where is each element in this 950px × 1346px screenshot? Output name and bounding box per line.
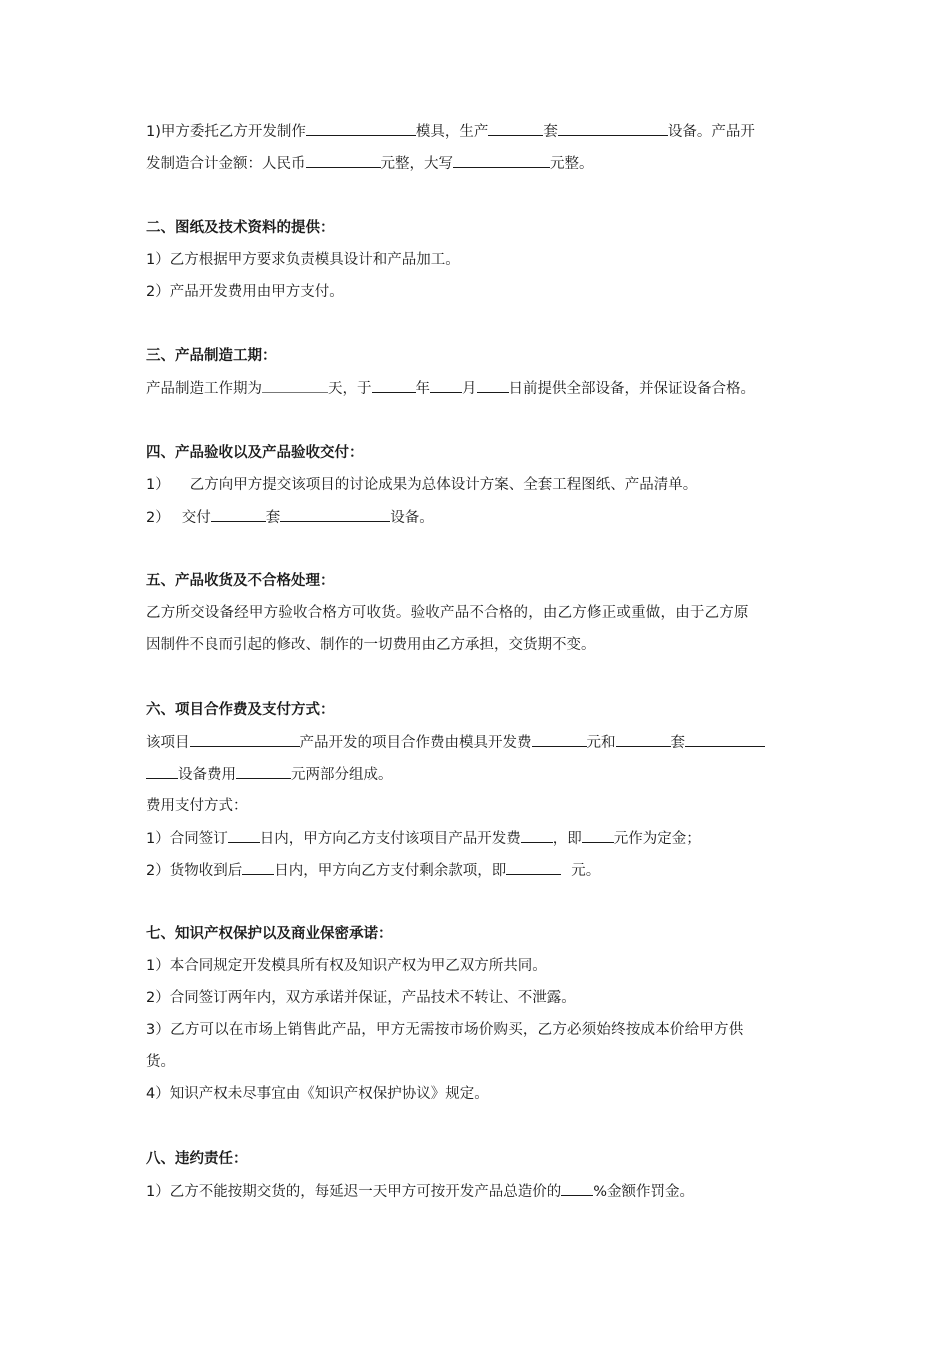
section-heading-3: 三、产品制造工期： [146,348,277,364]
clause-7-item-1: 1）本合同规定开发模具所有权及知识产权为甲乙双方所共同。 [146,958,547,974]
text: 乙方向甲方提交该项目的讨论成果为总体设计方案、全套工程图纸、产品清单。 [189,477,698,493]
text: %金额作罚金。 [593,1184,695,1200]
fill-blank-project[interactable] [190,732,300,747]
clause-5-line-1: 乙方所交设备经甲方验收合格方可收货。验收产品不合格的，由乙方修正或重做，由于乙方原 [146,605,749,621]
fill-blank-set-count[interactable] [616,732,671,747]
fill-blank-days[interactable] [262,378,328,393]
clause-4-item-1 [146,475,697,495]
text: 月 [462,381,477,397]
text: 元整，大写 [380,156,453,172]
fill-blank-days[interactable] [228,828,260,843]
clause-6-pay-2 [146,860,600,881]
clause-2-item-2: 2）产品开发费用由甲方支付。 [146,284,344,300]
text: 1）合同签订 [146,831,228,847]
fill-blank-day[interactable] [477,378,509,393]
fill-blank-deposit-amount[interactable] [582,828,614,843]
text: 元。 [571,863,601,879]
text: 日内，甲方向乙方支付该项目产品开发费 [259,831,521,847]
fill-blank-set-count[interactable] [211,507,266,522]
text: 元两部分组成。 [291,767,393,783]
fill-blank-amount-rmb[interactable] [306,153,381,168]
fill-blank-days[interactable] [242,860,274,875]
text: ，即 [552,831,582,847]
fill-blank-equipment[interactable] [558,121,668,136]
fill-blank-equipment[interactable] [685,732,765,747]
fill-blank-equipment-fee[interactable] [236,764,291,779]
text: 套 [265,510,281,526]
fill-blank-year[interactable] [372,378,416,393]
text: 日前提供全部设备，并保证设备合格。 [508,381,755,397]
fill-blank-mold-fee[interactable] [532,732,587,747]
text: 发制造合计金额：人民币 [146,156,306,172]
text: 1）乙方不能按期交货的，每延迟一天甲方可按开发产品总造价的 [146,1184,562,1200]
clause-7-item-2: 2）合同签订两年内，双方承诺并保证，产品技术不转让、不泄露。 [146,990,576,1006]
text: 设备。 [390,510,434,526]
section-heading-5: 五、产品收货及不合格处理： [146,573,335,589]
section-heading-4: 四、产品验收以及产品验收交付： [146,445,364,461]
text: 设备。产品开 [667,124,755,140]
text: 元和 [586,735,616,751]
section-heading-6: 六、项目合作费及支付方式： [146,702,335,718]
fill-blank-equipment[interactable] [280,507,390,522]
clause-6-line-1 [146,732,765,753]
text: 该项目 [146,735,190,751]
clause-2-item-1: 1）乙方根据甲方要求负责模具设计和产品加工。 [146,252,460,268]
text: 2）货物收到后 [146,863,243,879]
text: 年 [415,381,430,397]
text: 模具，生产 [415,124,489,140]
text: 天，于 [328,381,372,397]
item-number: 1） [146,477,170,493]
text: 套 [670,735,685,751]
clause-7-item-3-cont: 货。 [146,1054,175,1070]
fill-blank-set-count[interactable] [488,121,543,136]
clause-5-line-2: 因制件不良而引起的修改、制作的一切费用由乙方承担，交货期不变。 [146,637,596,653]
clause-1-line-2 [146,153,594,174]
text: 设备费用 [178,767,236,783]
clause-3-line [146,378,755,399]
text: 元作为定金； [613,831,701,847]
fill-blank-penalty-percent[interactable] [561,1181,593,1196]
clause-6-pay-1 [146,828,701,849]
text: 1)甲方委托乙方开发制作 [146,124,306,140]
clause-8-item-1 [146,1181,694,1202]
text: 产品制造工作期为 [146,381,262,397]
clause-7-item-4: 4）知识产权未尽事宜由《知识产权保护协议》规定。 [146,1086,489,1102]
clause-1-line-1 [146,121,755,142]
payment-method-label: 费用支付方式： [146,798,248,814]
fill-blank-mold-name[interactable] [306,121,416,136]
text: 日内，甲方向乙方支付剩余款项，即 [274,863,507,879]
fill-blank-deposit-ratio[interactable] [521,828,553,843]
fill-blank-balance[interactable] [506,860,561,875]
text: 元整。 [550,156,594,172]
fill-blank-month[interactable] [430,378,462,393]
section-heading-2: 二、图纸及技术资料的提供： [146,220,335,236]
clause-4-item-2 [146,507,434,528]
fill-blank-equipment-cont[interactable] [146,764,178,779]
item-number: 2） [146,510,170,526]
text: 交付 [181,510,211,526]
clause-6-line-2 [146,764,393,785]
text: 产品开发的项目合作费由模具开发费 [299,735,532,751]
text: 套 [543,124,558,140]
fill-blank-amount-words[interactable] [453,153,550,168]
clause-7-item-3: 3）乙方可以在市场上销售此产品，甲方无需按市场价购买，乙方必须始终按成本价给甲方供 [146,1022,744,1038]
section-heading-8: 八、违约责任： [146,1151,248,1167]
section-heading-7: 七、知识产权保护以及商业保密承诺： [146,926,393,942]
